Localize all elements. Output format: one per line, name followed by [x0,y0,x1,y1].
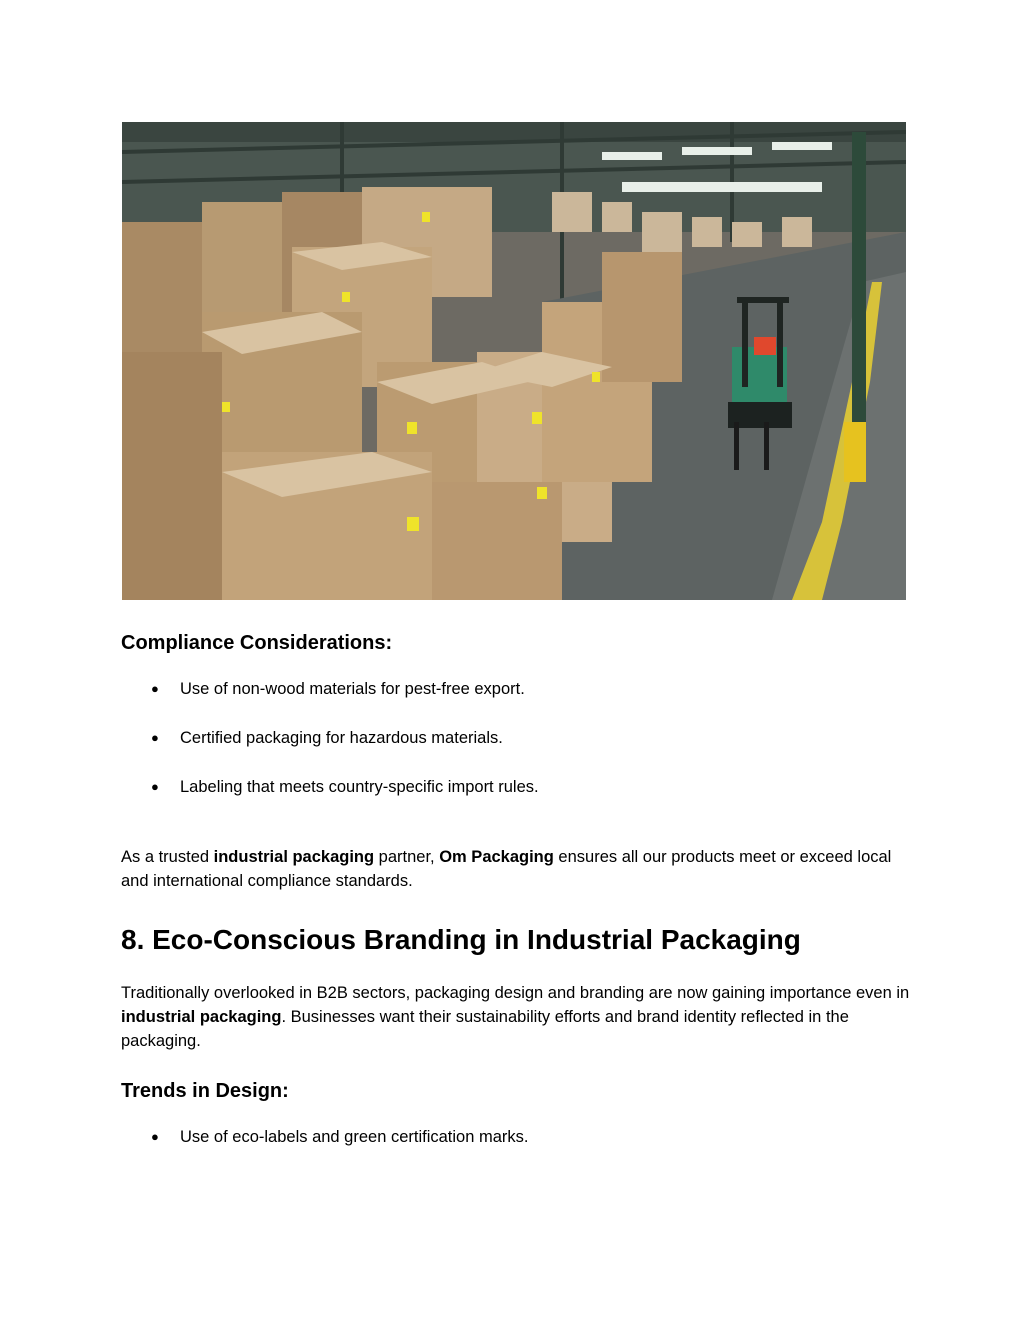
section-8-paragraph: Traditionally overlooked in B2B sectors, packaging design and branding are now gaining importance even in industrial packaging. Businesses want their sustainability efforts and brand identity reflected in the packaging. [121,984,910,1050]
compliance-heading: Compliance Considerations: [121,632,393,654]
bullet-icon: ● [151,1129,159,1144]
trends-heading: Trends in Design: [121,1080,289,1102]
list-item-text: Use of eco-labels and green certification marks. [180,1128,529,1146]
bullet-icon: ● [151,730,159,745]
list-item-text: Certified packaging for hazardous materials. [180,729,503,747]
warehouse-photo [122,122,906,600]
list-item-text: Labeling that meets country-specific import rules. [180,778,539,796]
partner-paragraph: As a trusted industrial packaging partner, Om Packaging ensures all our products meet or exceed local and international compliance standards. [121,848,892,890]
list-item-text: Use of non-wood materials for pest-free export. [180,680,525,698]
section-8-heading: 8. Eco-Conscious Branding in Industrial Packaging [121,924,801,955]
bullet-icon: ● [151,681,159,696]
bullet-icon: ● [151,779,159,794]
